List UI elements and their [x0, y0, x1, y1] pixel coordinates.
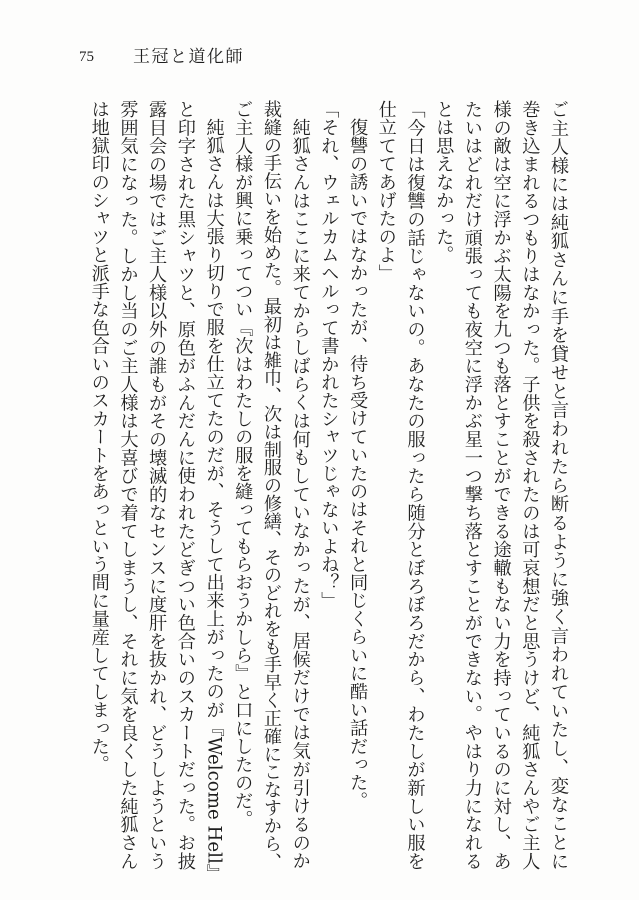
body-text	[84, 100, 572, 883]
text-column-8: 復讐の誘いではなかったが、待ち受けていたのはそれと同じくらいに酷い話だった。	[347, 118, 369, 810]
text-column-1: ご主人様には純狐さんに手を貸せと言われたら断るように強く言われていたし、変なことに	[548, 100, 569, 870]
text-column-12: ご主人様が興に乗ってつい『次はわたしの服を縫ってもらおうかしら』と口にしたのだ。	[232, 100, 254, 828]
text-column-17: は地獄印のシャツと派手な色合いのスカートをあっという間に量産してしまった。	[88, 100, 110, 774]
text-column-3: 様の敵は空に浮かぶ太陽を九つも落とすことができる途轍もない力を持っているのに対し、あ	[490, 100, 512, 870]
text-column-13: 純狐さんは大張り切りで服を仕立てたのだが、そうして出来上がったのが『Welcome Hell』	[203, 118, 225, 883]
running-title: 王冠と道化師	[133, 47, 244, 67]
text-column-7: 仕立ててあげたのよ」	[375, 100, 397, 282]
text-column-16: 雰囲気になった。しかし当のご主人様は大喜びで着てしまうし、それに気を良くした純狐さん	[117, 100, 139, 870]
text-column-15: 露目会の場ではご主人様以外の誰もがその壊滅的なセンスに度肝を抜かれ、どうしようという	[146, 100, 168, 870]
text-column-4: たいはどれだけ頑張っても夜空に浮かぶ星一つ撃ち落とすことができない。やはり力になれる	[461, 100, 483, 870]
page-number: 75	[79, 49, 94, 65]
text-column-9: 「それ、ウェルカムヘルって書かれたシャツじゃないよね？」	[318, 100, 340, 610]
text-column-11: 裁縫の手伝いを始めた。最初は雑巾、次は制服の修繕、そのどれをも手早く正確にこなすから、	[260, 100, 282, 870]
text-column-14: と印字された黒シャツと、原色がふんだんに使われたどぎつい色合いのスカートだった。お披	[174, 100, 196, 870]
text-column-6: 「今日は復讐の話じゃないの。あなたの服ったら随分とぼろぼろだから、わたしが新しい服を	[404, 100, 426, 870]
text-column-10: 純狐さんはここに来てからしばらくは何もしていなかったが、居候だけでは気が引けるのか	[289, 118, 311, 870]
text-column-2: 巻き込まれるつもりはなかった。子供を殺されたのは可哀想だと思うけど、純狐さんやご主人	[519, 100, 541, 870]
text-column-5: とは思えなかった。	[433, 100, 455, 264]
